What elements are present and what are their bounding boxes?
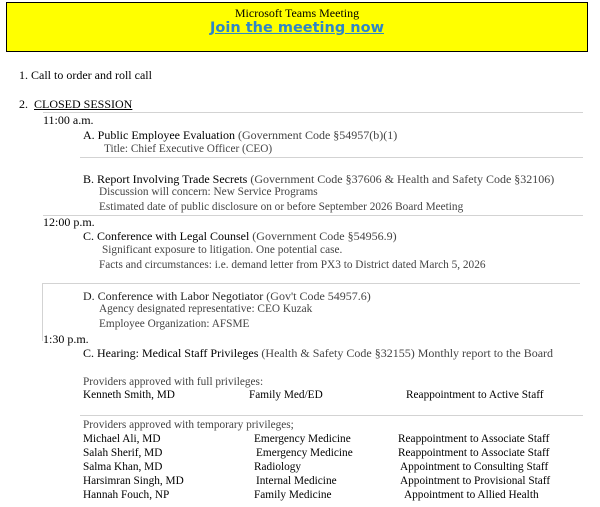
section-d-heading: [83, 289, 371, 304]
divider: [80, 157, 583, 158]
section-d-title: D. Conference with Labor Negotiator: [83, 289, 264, 303]
section-c-legal-title: C. Conference with Legal Counsel: [83, 229, 250, 243]
section-b-line: Discussion will concern: New Service Programs: [99, 186, 318, 198]
agenda-item-call-to-order: 1. Call to order and roll call: [19, 68, 152, 82]
provider-action: Reappointment to Active Staff: [406, 389, 544, 401]
section-c-hearing-code: (Health & Safety Code §32155) Monthly report to the Board: [258, 346, 554, 360]
provider-department: Internal Medicine: [256, 475, 337, 487]
section-b-title: B. Report Involving Trade Secrets: [83, 172, 248, 186]
temporary-privileges-label: Providers approved with temporary privileges;: [83, 419, 294, 431]
provider-name: Salma Khan, MD: [83, 461, 163, 473]
section-b-heading: [83, 172, 554, 187]
provider-department: Family Med/ED: [249, 389, 323, 401]
section-b-code: (Government Code §37606 & Health and Safety Code §32106): [247, 172, 555, 186]
teams-meeting-banner: [6, 2, 588, 52]
section-c-legal-code: (Government Code §54956.9): [249, 229, 397, 243]
provider-name: Michael Ali, MD: [83, 433, 161, 445]
section-a-code: (Government Code §54957(b)(1): [234, 128, 398, 142]
section-d-code: (Gov't Code 54957.6): [263, 289, 371, 303]
divider: [80, 415, 583, 416]
provider-department: Emergency Medicine: [254, 433, 351, 445]
section-a-title: A. Public Employee Evaluation: [83, 128, 235, 142]
banner-title: Microsoft Teams Meeting: [234, 6, 360, 20]
join-meeting-link[interactable]: Join the meeting now: [210, 20, 384, 36]
closed-session-label: CLOSED SESSION: [34, 97, 133, 111]
section-a-detail: Title: Chief Executive Officer (CEO): [104, 143, 273, 155]
provider-name: Kenneth Smith, MD: [83, 389, 175, 401]
provider-action: Appointment to Provisional Staff: [400, 475, 551, 487]
section-b-line: Estimated date of public disclosure on or before September 2026 Board Meeting: [99, 201, 464, 213]
provider-action: Appointment to Consulting Staff: [400, 461, 549, 473]
section-c-legal-heading: [83, 229, 397, 244]
time-label: 1:30 p.m.: [43, 332, 89, 346]
time-label: 11:00 a.m.: [43, 113, 94, 127]
provider-action: Reappointment to Associate Staff: [398, 433, 550, 445]
provider-name: Salah Sherif, MD: [83, 447, 163, 459]
provider-department: Emergency Medicine: [256, 447, 353, 459]
provider-action: Appointment to Allied Health: [404, 489, 539, 501]
agenda-item-closed-session: [19, 97, 132, 112]
provider-name: Hannah Fouch, NP: [83, 489, 170, 501]
item-number: 2.: [19, 97, 28, 111]
divider: [42, 283, 580, 284]
section-c-legal-line: Facts and circumstances: i.e. demand letter from PX3 to District dated March 5, 2026: [99, 259, 486, 271]
divider: [43, 112, 583, 113]
time-label: 12:00 p.m.: [43, 215, 95, 229]
section-c-hearing-title: C. Hearing: Medical Staff Privileges: [83, 346, 259, 360]
section-c-legal-line: Significant exposure to litigation. One potential case.: [102, 244, 343, 256]
provider-action: Reappointment to Associate Staff: [398, 447, 550, 459]
provider-department: Radiology: [254, 461, 302, 473]
section-c-hearing-heading: [83, 346, 553, 361]
section-a-heading: [83, 128, 397, 143]
divider: [43, 215, 583, 216]
provider-name: Harsimran Singh, MD: [83, 475, 184, 487]
section-d-line: Agency designated representative: CEO Kuzak: [99, 303, 313, 315]
full-privileges-label: Providers approved with full privileges:: [83, 376, 264, 388]
provider-department: Family Medicine: [254, 489, 332, 501]
section-d-line: Employee Organization: AFSME: [99, 318, 250, 330]
